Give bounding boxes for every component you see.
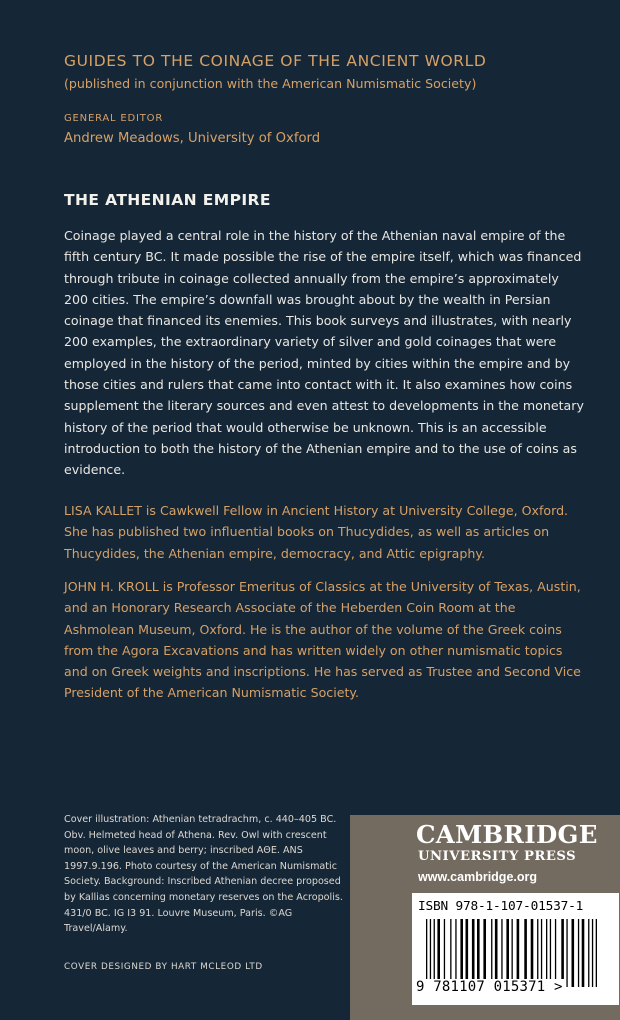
barcode-digits: 9 781107 015371 > <box>416 979 563 995</box>
cover-designer: COVER DESIGNED BY HART MCLEOD LTD <box>64 962 263 972</box>
barcode-bar <box>524 919 527 987</box>
barcode-bar <box>555 919 556 987</box>
barcode-bar <box>512 919 513 987</box>
barcode-bar <box>450 919 451 987</box>
barcode-bar <box>592 919 593 987</box>
barcode-bar <box>466 919 469 987</box>
author-bio-kroll: JOHN H. KROLL is Professor Emeritus of Classics at the University of Texas, Austin, and an Honorary Research Associate of the Heberden Coin Room at the Ashmolean Museum, Oxford. He is the author of the volume of the Greek coins from the Agora Excavations and has written widely on other numismatic topics and on Greek weights and inscriptions. He has served as Trustee and Second Vice President of the American Numismatic Society. <box>64 579 581 701</box>
barcode-bar <box>572 919 575 987</box>
barcode-bar <box>531 919 534 987</box>
editor-name: Andrew Meadows, University of Oxford <box>64 131 321 146</box>
barcode-bar <box>541 919 542 987</box>
barcode-bar <box>495 919 498 987</box>
barcode-bar <box>566 919 567 987</box>
barcode-bar <box>430 919 431 987</box>
barcode-bar <box>578 919 579 987</box>
barcode-bar <box>472 919 475 987</box>
publisher-press: UNIVERSITY PRESS <box>418 849 577 864</box>
author-bio-kallet: LISA KALLET is Cawkwell Fellow in Ancient History at University College, Oxford. She has published two influential books on Thucydides, as well as articles on Thucydides, the Athenian empire, democracy, and Attic epigraphy. <box>64 503 569 561</box>
barcode-bar <box>444 919 445 987</box>
barcode-bar <box>491 919 492 987</box>
barcode-bar <box>501 919 502 987</box>
isbn-label: ISBN 978-1-107-01537-1 <box>418 899 584 914</box>
barcode-bar <box>455 919 456 987</box>
barcode-bar <box>596 919 597 987</box>
publisher-logo: CAMBRIDGE <box>416 820 598 849</box>
barcode-bar <box>460 919 463 987</box>
barcode-bar <box>506 919 509 987</box>
cover-credit: Cover illustration: Athenian tetradrachm, c. 440–405 BC. Obv. Helmeted head of Athena. Rev. Owl with crescent moon, olive leaves and berry; inscribed ΑΘΕ. ANS 1997.9.196. Photo courtesy of the American Numismatic Society. Background: Inscribed Athenian decree proposed by Kallias concerning monetary reserves on the Acropolis. 431/0 BC. IG I3 91. Louvre Museum, Paris. ©AG Travel/Alamy. <box>64 814 343 935</box>
series-subtitle: (published in conjunction with the American Numismatic Society) <box>64 76 477 91</box>
publisher-panel <box>350 815 620 1020</box>
barcode <box>412 893 619 1005</box>
editor-label: GENERAL EDITOR <box>64 113 164 124</box>
barcode-bar <box>437 919 440 987</box>
barcode-bar <box>517 919 520 987</box>
series-title: GUIDES TO THE COINAGE OF THE ANCIENT WORLD <box>64 52 487 70</box>
barcode-bar <box>426 919 427 987</box>
barcode-bar <box>588 919 589 987</box>
barcode-bar <box>477 919 480 987</box>
barcode-bar <box>582 919 585 987</box>
barcode-bar <box>550 919 551 987</box>
barcode-bar <box>537 919 538 987</box>
publisher-url[interactable]: www.cambridge.org <box>418 870 538 884</box>
barcode-bar <box>483 919 486 987</box>
barcode-bar <box>561 919 564 987</box>
barcode-bar <box>434 919 435 987</box>
book-title: THE ATHENIAN EMPIRE <box>64 191 271 209</box>
barcode-bar <box>546 919 547 987</box>
blurb: Coinage played a central role in the history of the Athenian naval empire of the fifth century BC. It made possible the rise of the empire itself, which was financed through tribute in coinage collected annually from the empire’s approximately 200 cities. The empire’s downfall was brought about by the wealth in Persian coinage that financed its enemies. This book surveys and illustrates, with nearly 200 examples, the extraordinary variety of silver and gold coinages that were employed in the history of the period, minted by cities within the empire and by those cities and rulers that came into contact with it. It also examines how coins supplement the literary sources and even attest to developments in the monetary history of the period that would otherwise be unknown. This is an accessible introduction to both the history of the Athenian empire and to the use of coins as evidence. <box>64 228 584 478</box>
